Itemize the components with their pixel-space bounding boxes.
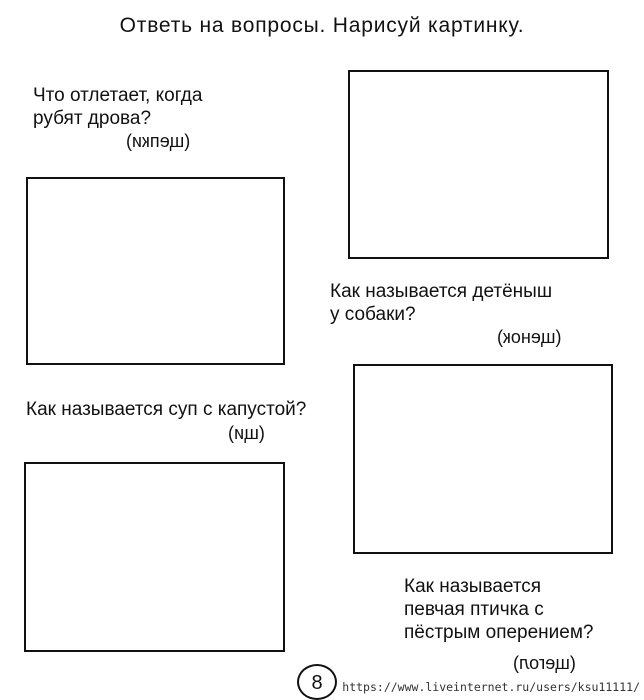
- question-2: [330, 280, 552, 326]
- question-1-line-1: Что отлетает, когда: [33, 85, 203, 106]
- question-1: [33, 84, 202, 130]
- question-3-hint: (щи): [228, 423, 265, 443]
- page-number: 8: [297, 664, 337, 700]
- question-4-line-3: пёстрым оперением?: [404, 622, 594, 643]
- question-1-hint: (щепки): [126, 131, 191, 151]
- question-3-line-1: Как называется суп с капустой?: [26, 399, 307, 420]
- question-2-line-2: у собаки?: [330, 304, 416, 325]
- page-title: Ответь на вопросы. Нарисуй картинку.: [119, 14, 525, 37]
- question-1-line-2: рубят дрова?: [33, 108, 152, 129]
- question-4-line-2: певчая птичка с: [404, 599, 544, 620]
- drawing-box-3[interactable]: [353, 364, 613, 554]
- question-4-line-1: Как называется: [404, 576, 542, 597]
- question-1-hint-mirrored: щепки: [132, 131, 185, 151]
- drawing-box-2[interactable]: [26, 177, 285, 365]
- question-4-hint: (щегол): [513, 653, 576, 673]
- question-2-line-1: Как называется детёныш: [330, 281, 553, 302]
- question-2-hint: (щенок): [497, 327, 562, 347]
- question-3-hint-mirrored: щи: [234, 423, 259, 443]
- question-3: [26, 398, 306, 421]
- drawing-box-4[interactable]: [24, 462, 285, 652]
- question-4-hint-mirrored: щегол: [519, 653, 570, 673]
- question-4: [404, 575, 593, 644]
- drawing-box-1[interactable]: [348, 70, 609, 259]
- watermark-url: https://www.liveinternet.ru/users/ksu11111/: [342, 680, 640, 694]
- question-2-hint-mirrored: щенок: [503, 327, 556, 347]
